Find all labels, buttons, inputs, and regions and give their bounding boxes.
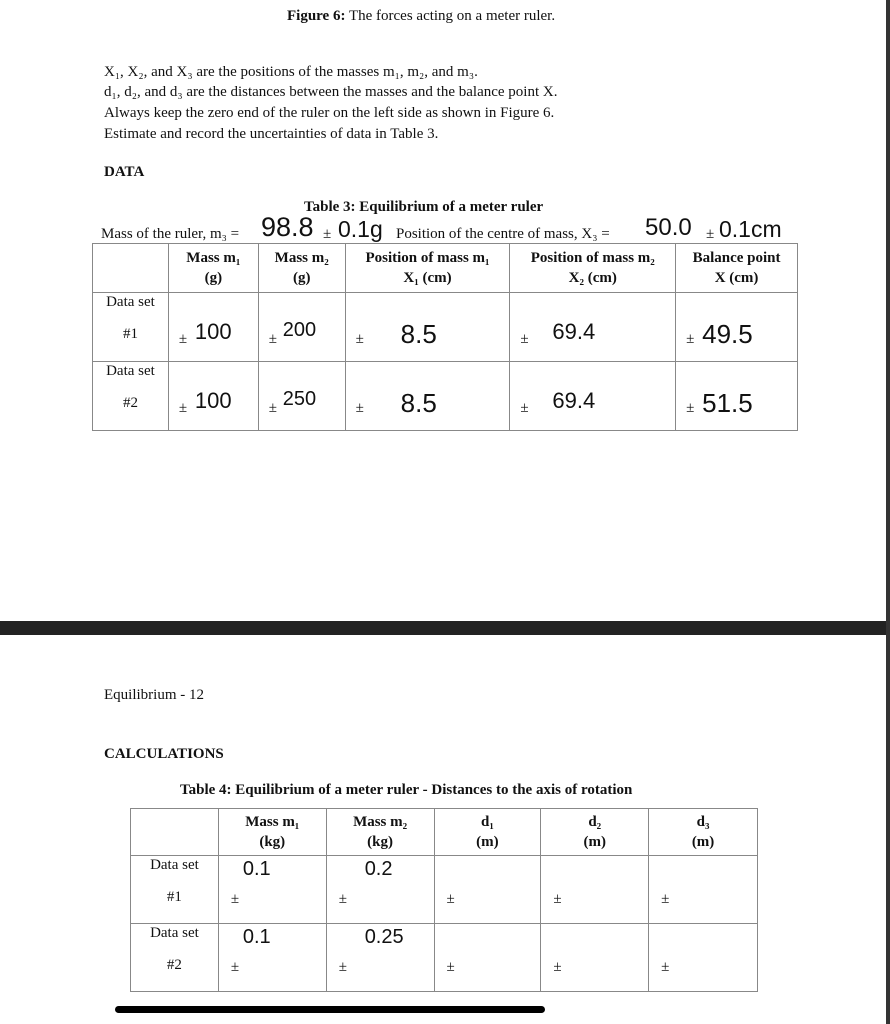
handwritten-value: 8.5 — [400, 319, 437, 349]
data-cell[interactable] — [541, 856, 649, 924]
handwritten-value: 69.4 — [552, 319, 596, 344]
handwritten-value: 0.2 — [364, 858, 393, 880]
column-header-line2: (m) — [691, 834, 715, 850]
ruler-mass-label: Mass of the ruler, m₃ = — [101, 226, 240, 242]
column-header-line1: d₂ — [588, 814, 602, 830]
column-header-line2: X₂ (cm) — [568, 270, 617, 286]
row-label — [131, 924, 219, 992]
calculations-heading: CALCULATIONS — [104, 746, 224, 762]
handwritten-value: 200 — [282, 319, 317, 341]
data-cell[interactable] — [510, 293, 676, 362]
row-label — [93, 293, 169, 362]
column-header — [131, 809, 219, 856]
plus-minus-sign: ± — [686, 400, 695, 416]
column-header — [345, 244, 510, 293]
handwritten-value: 250 — [282, 388, 317, 410]
column-header-line1: Balance point — [692, 250, 781, 266]
handwritten-value: 51.5 — [702, 388, 753, 418]
plus-minus-sign: ± — [230, 959, 240, 975]
data-cell[interactable] — [434, 856, 541, 924]
data-cell[interactable] — [649, 924, 758, 992]
intro-line: Always keep the zero end of the ruler on the left side as shown in Figure 6. — [104, 105, 555, 121]
plus-minus-sign: ± — [355, 400, 364, 416]
column-header-line1: Mass m₂ — [274, 250, 329, 266]
column-header-line1: Position of mass m₂ — [530, 250, 655, 266]
page-footer: Equilibrium - 12 — [104, 687, 204, 703]
page-2 — [0, 635, 886, 1024]
handwritten-value: 8.5 — [400, 388, 437, 418]
table4 — [130, 808, 758, 992]
column-header-line2: (m) — [476, 834, 499, 850]
data-cell[interactable] — [676, 293, 798, 362]
data-cell[interactable] — [258, 293, 345, 362]
plus-minus-sign: ± — [338, 891, 347, 907]
column-header-line2: (kg) — [367, 834, 394, 850]
column-header — [93, 244, 169, 293]
table3-header-row — [93, 244, 798, 293]
page-separator — [0, 621, 890, 635]
data-cell[interactable] — [510, 362, 676, 431]
column-header — [218, 809, 326, 856]
plus-minus-sign: ± — [520, 331, 529, 347]
column-header-line1: Position of mass m₁ — [365, 250, 490, 266]
table-row — [131, 924, 758, 992]
column-header-line2: X (cm) — [714, 270, 759, 286]
plus-minus-sign: ± — [686, 331, 695, 347]
handwritten-value: 100 — [194, 388, 232, 413]
plus-minus-sign: ± — [446, 891, 455, 907]
column-header-line1: Mass m₁ — [186, 250, 241, 266]
ruler-mass-pm: ± — [323, 226, 332, 242]
intro-line: Estimate and record the uncertainties of data in Table 3. — [104, 126, 439, 142]
plus-minus-sign: ± — [553, 891, 562, 907]
intro-line: d₁, d₂, and d₃ are the distances between the masses and the balance point X. — [104, 84, 558, 100]
ruler-mass-uncertainty: 0.1g — [338, 216, 383, 242]
column-header — [649, 809, 758, 856]
window-edge — [886, 0, 890, 1024]
data-cell[interactable] — [345, 293, 510, 362]
com-uncertainty: 0.1cm — [719, 216, 782, 242]
table4-title: Table 4: Equilibrium of a meter ruler - Distances to the axis of rotation — [180, 782, 633, 798]
plus-minus-sign: ± — [178, 400, 188, 416]
com-label: Position of the centre of mass, X₃ = — [396, 226, 610, 242]
column-header-line2: X₁ (cm) — [403, 270, 452, 286]
data-cell[interactable] — [345, 362, 510, 431]
column-header — [541, 809, 649, 856]
row-label — [131, 856, 219, 924]
row-label — [93, 362, 169, 431]
column-header-line1: d₃ — [696, 814, 710, 830]
handwritten-value: 100 — [194, 319, 232, 344]
row-label-line2: #1 — [166, 889, 182, 905]
handwritten-value: 69.4 — [552, 388, 596, 413]
row-label-line1: Data set — [106, 363, 155, 379]
table-row — [93, 293, 798, 362]
data-cell[interactable] — [649, 856, 758, 924]
plus-minus-sign: ± — [338, 959, 347, 975]
plus-minus-sign: ± — [553, 959, 562, 975]
column-header-line1: Mass m₁ — [245, 814, 300, 830]
intro-line: X₁, X₂, and X₃ are the positions of the masses m₁, m₂, and m₃. — [104, 64, 478, 80]
column-header-line2: (m) — [583, 834, 606, 850]
column-header-line2: (kg) — [259, 834, 286, 850]
row-label-line2: #1 — [122, 326, 138, 342]
column-header-line2: (g) — [292, 270, 311, 286]
row-label-line1: Data set — [106, 294, 155, 310]
com-value: 50.0 — [645, 214, 692, 241]
column-header — [168, 244, 258, 293]
data-cell[interactable] — [326, 856, 434, 924]
column-header-line1: d₁ — [481, 814, 494, 830]
column-header — [434, 809, 541, 856]
handwritten-value: 49.5 — [702, 319, 753, 349]
table-row — [93, 362, 798, 431]
data-cell[interactable] — [168, 362, 258, 431]
column-header — [258, 244, 345, 293]
table-row — [131, 856, 758, 924]
handwritten-value: 0.1 — [242, 858, 271, 880]
plus-minus-sign: ± — [268, 331, 277, 347]
data-cell[interactable] — [541, 924, 649, 992]
data-cell[interactable] — [326, 924, 434, 992]
data-cell[interactable] — [218, 856, 326, 924]
home-indicator[interactable] — [115, 1006, 545, 1013]
plus-minus-sign: ± — [661, 891, 670, 907]
data-cell[interactable] — [676, 362, 798, 431]
row-label-line1: Data set — [150, 857, 199, 873]
handwritten-value: 0.25 — [364, 926, 404, 948]
table3 — [92, 243, 798, 431]
com-pm: ± — [706, 226, 715, 242]
plus-minus-sign: ± — [178, 331, 188, 347]
column-header — [326, 809, 434, 856]
column-header-line1: Mass m₂ — [353, 814, 408, 830]
row-label-line2: #2 — [122, 395, 138, 411]
column-header-line2: (g) — [204, 270, 223, 286]
row-label-line2: #2 — [166, 957, 182, 973]
plus-minus-sign: ± — [520, 400, 529, 416]
plus-minus-sign: ± — [268, 400, 277, 416]
column-header — [676, 244, 798, 293]
plus-minus-sign: ± — [446, 959, 455, 975]
table4-header-row — [131, 809, 758, 856]
plus-minus-sign: ± — [230, 891, 240, 907]
data-cell[interactable] — [168, 293, 258, 362]
plus-minus-sign: ± — [355, 331, 364, 347]
ruler-mass-value: 98.8 — [261, 212, 314, 242]
data-cell[interactable] — [258, 362, 345, 431]
handwritten-value: 0.1 — [242, 926, 271, 948]
data-heading: DATA — [104, 164, 145, 180]
column-header — [510, 244, 676, 293]
plus-minus-sign: ± — [661, 959, 670, 975]
figure-caption: Figure 6: The forces acting on a meter ruler. — [287, 8, 556, 24]
table3-title: Table 3: Equilibrium of a meter ruler — [304, 199, 544, 215]
row-label-line1: Data set — [150, 925, 199, 941]
data-cell[interactable] — [218, 924, 326, 992]
data-cell[interactable] — [434, 924, 541, 992]
